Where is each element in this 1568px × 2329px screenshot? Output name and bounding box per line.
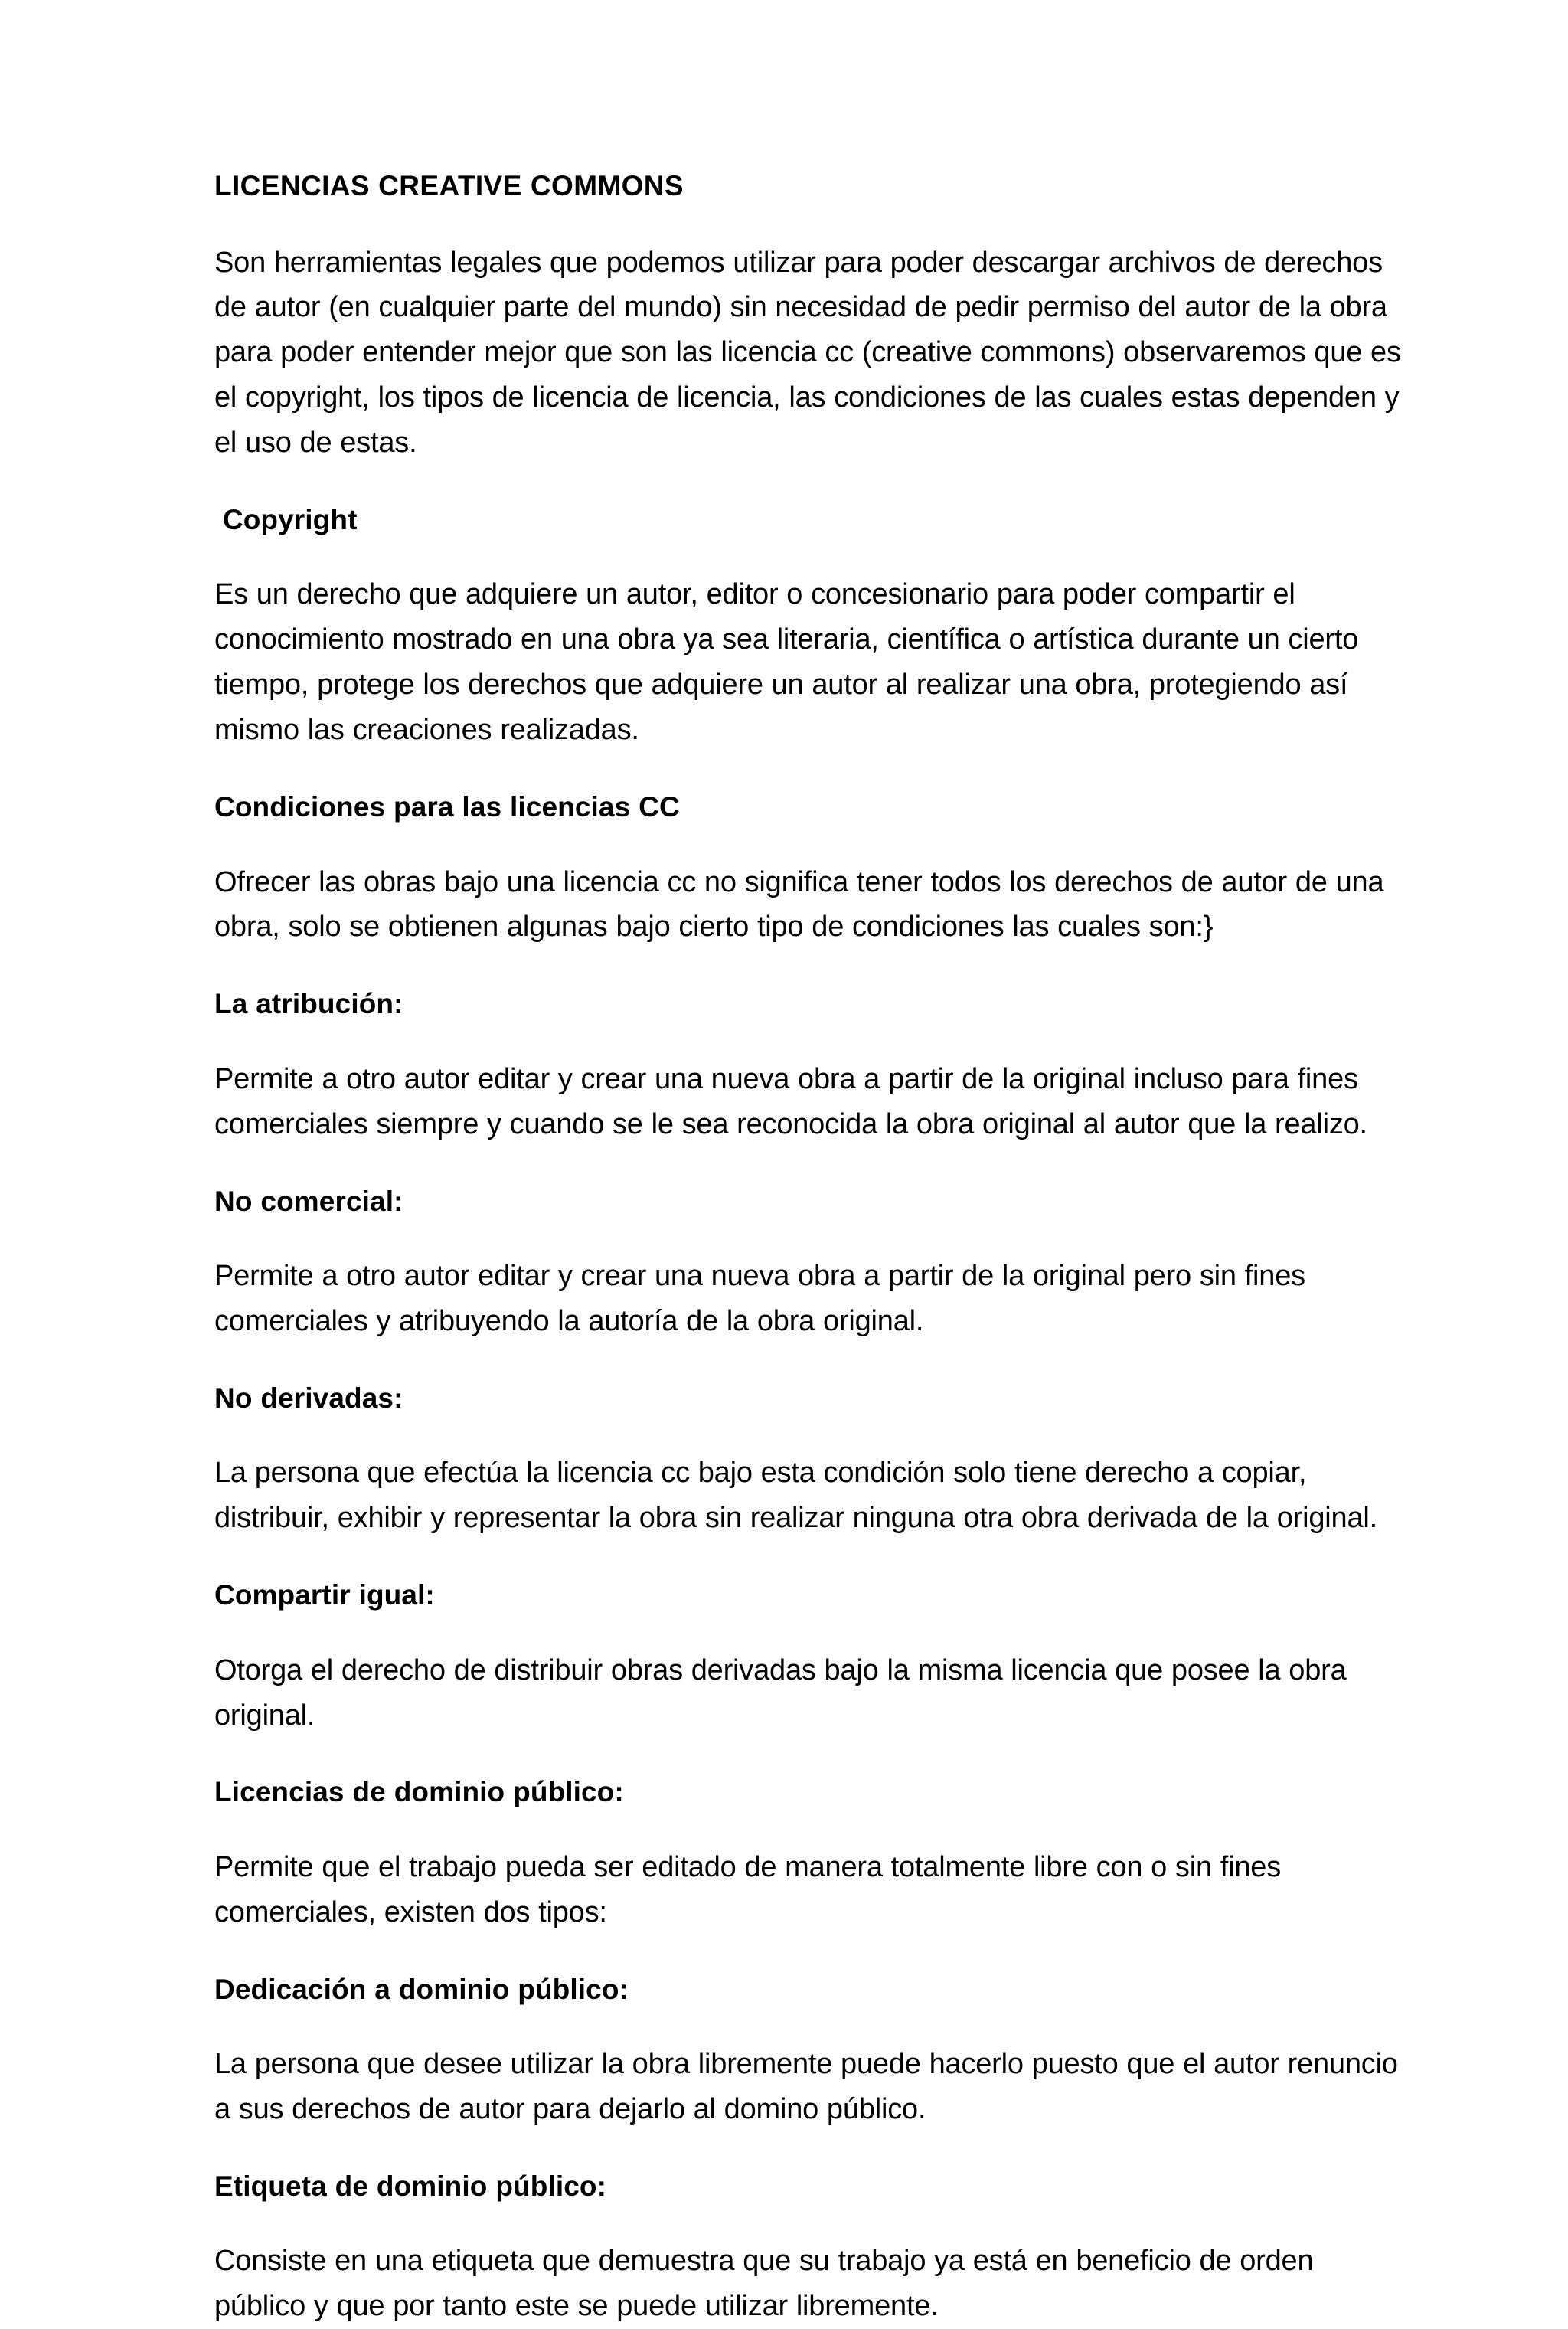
heading-la-atribucion: La atribución: bbox=[214, 988, 403, 1020]
paragraph-la-atribucion: Permite a otro autor editar y crear una nueva obra a partir de la original incluso para fines comerciales siempre y cuando se le sea reconocida la obra original al autor que la realizo. bbox=[214, 1062, 1367, 1140]
paragraph-copyright: Es un derecho que adquiere un autor, editor o concesionario para poder compartir el conocimiento mostrado en una obra ya sea literaria, científica o artística durante un cierto tiempo, protege los derechos que adquiere un autor al realizar una obra, protegiendo así mismo las creaciones realizadas. bbox=[214, 578, 1359, 747]
paragraph-etiqueta-dominio-publico: Consiste en una etiqueta que demuestra que su trabajo ya está en beneficio de orden público y que por tanto este se puede utilizar libremente. bbox=[214, 2245, 1314, 2323]
heading-etiqueta-dominio-publico: Etiqueta de dominio público: bbox=[214, 2170, 607, 2202]
heading-condiciones-licencias-cc: Condiciones para las licencias CC bbox=[214, 791, 680, 823]
heading-dedicacion-dominio-publico: Dedicación a dominio público: bbox=[214, 1973, 629, 2005]
paragraph-licencias-dominio-publico: Permite que el trabajo pueda ser editado de manera totalmente libre con o sin fines comerciales, existen dos tipos: bbox=[214, 1850, 1282, 1928]
paragraph-condiciones: Ofrecer las obras bajo una licencia cc no significa tener todos los derechos de autor de una obra, solo se obtienen algunas bajo cierto tipo de condiciones las cuales son:} bbox=[214, 865, 1384, 944]
heading-copyright: Copyright bbox=[214, 503, 358, 535]
heading-no-comercial: No comercial: bbox=[214, 1185, 403, 1217]
heading-no-derivadas: No derivadas: bbox=[214, 1382, 403, 1414]
paragraph-compartir-igual: Otorga el derecho de distribuir obras derivadas bajo la misma licencia que posee la obra original. bbox=[214, 1654, 1347, 1732]
paragraph-dedicacion-dominio-publico: La persona que desee utilizar la obra libremente puede hacerlo puesto que el autor renuncio a sus derechos de autor para dejarlo al domino público. bbox=[214, 2048, 1398, 2126]
paragraph-no-derivadas: La persona que efectúa la licencia cc bajo esta condición solo tiene derecho a copiar, distribuir, exhibir y representar la obra sin realizar ninguna otra obra derivada de la original. bbox=[214, 1457, 1377, 1535]
heading-compartir-igual: Compartir igual: bbox=[214, 1579, 435, 1611]
paragraph-no-comercial: Permite a otro autor editar y crear una nueva obra a partir de la original pero sin fines comerciales y atribuyendo la autoría de la obra original. bbox=[214, 1260, 1305, 1337]
intro-paragraph: Son herramientas legales que podemos utilizar para poder descargar archivos de derechos de autor (en cualquier parte del mundo) sin necesidad de pedir permiso del autor de la obra para poder entender mejor que son las licencia cc (creative commons) observaremos que es el copyright, los tipos de licencia de licencia, las condiciones de las cuales estas dependen y el uso de estas. bbox=[214, 246, 1401, 460]
document-body bbox=[214, 165, 1409, 2329]
document-title: LICENCIAS CREATIVE COMMONS bbox=[214, 170, 684, 201]
heading-licencias-dominio-publico: Licencias de dominio público: bbox=[214, 1776, 624, 1808]
